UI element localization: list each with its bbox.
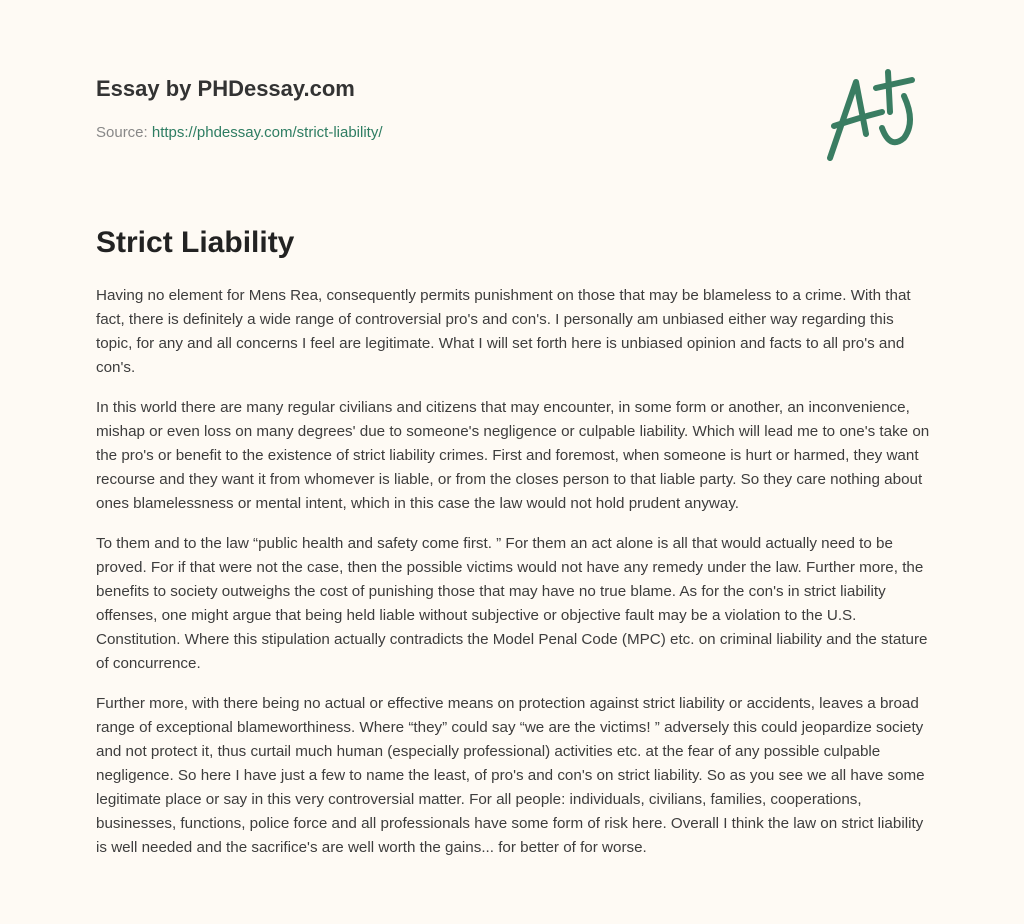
site-brand: Essay by PHDessay.com [96, 76, 355, 101]
essay-body [96, 284, 932, 876]
essay-paragraph: Having no element for Mens Rea, consequently permits punishment on those that may be blameless to a crime. With that fact, there is definitely a wide range of controversial pro's and con's. I personally am unbiased either way regarding this topic, for any and all concerns I feel are legitimate. What I will set forth here is unbiased opinion and facts to all pro's and con's. [96, 287, 911, 376]
essay-paragraph: Further more, with there being no actual or effective means on protection against strict liability or accidents, leaves a broad range of exceptional blameworthiness. Where “they” could say “we are the victims! ” adversely this could jeopardize society and not protect it, thus curtail much human (especially professional) activities etc. at the fear of any possible culpable negligence. So here I have just a few to name the least, of pro's and con's on strict liability. So as you see we all have some legitimate place or say in this very controversial matter. For all people: individuals, civilians, families, cooperations, businesses, functions, police force and all professionals have some form of risk here. Overall I think the law on strict liability is well needed and the sacrifice's are well worth the gains... for better of for worse. [96, 695, 925, 856]
source-link[interactable]: https://phdessay.com/strict-liability/ [151, 124, 383, 141]
essay-title: Strict Liability [96, 226, 295, 259]
source-label: Source: [96, 124, 148, 141]
essay-paragraph: To them and to the law “public health and safety come first. ” For them an act alone is all that would actually need to be proved. For if that were not the case, then the possible victims would not have any remedy under the law. Further more, the benefits to society outweighs the cost of punishing those that may have no true blame. As for the con's in strict liability offenses, one might argue that being held liable without subjective or objective fault may be a violation to the U.S. Constitution. Where this stipulation actually contradicts the Model Penal Code (MPC) etc. on criminal liability and the stature of concurrence. [96, 535, 928, 672]
source-line [96, 124, 383, 141]
a-plus-logo-icon [818, 66, 928, 166]
essay-paragraph: In this world there are many regular civilians and citizens that may encounter, in some form or another, an inconvenience, mishap or even loss on many degrees' due to someone's negligence or culpable liability. Which will lead me to one's take on the pro's or benefit to the existence of strict liability crimes. First and foremost, when someone is hurt or harmed, they want recourse and they want it from whomever is liable, or from the closes person to that liable party. So they care nothing about ones blamelessness or mental intent, which in this case the law would not hold prudent anyway. [96, 399, 930, 512]
